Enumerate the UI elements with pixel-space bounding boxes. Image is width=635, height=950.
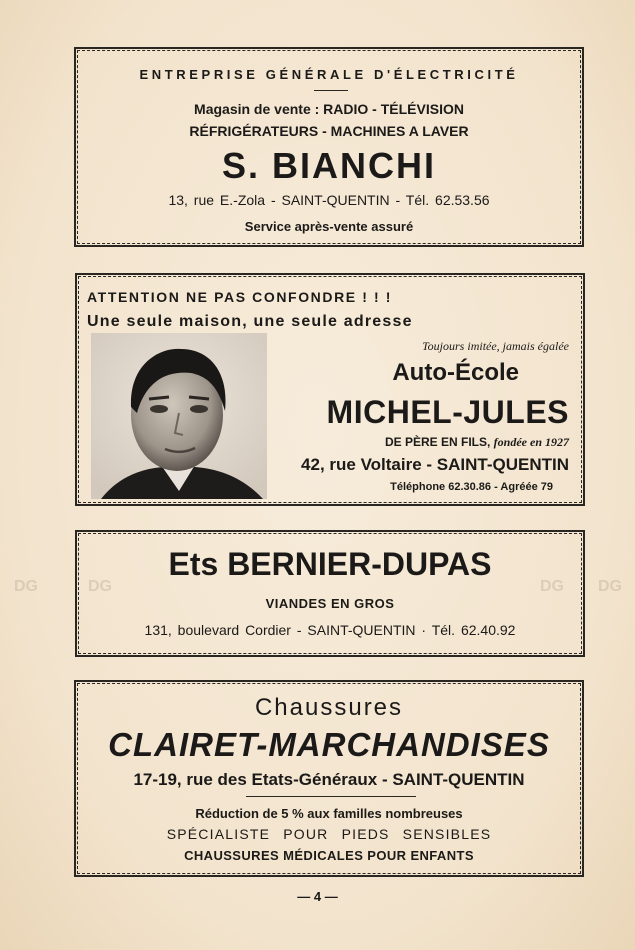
business-address: 42, rue Voltaire - SAINT-QUENTIN — [301, 455, 569, 474]
watermark-text: DG — [540, 578, 564, 595]
business-name: Ets BERNIER-DUPAS — [168, 546, 492, 582]
ad-line: RÉFRIGÉRATEURS - MACHINES A LAVER — [189, 123, 469, 139]
ad-michel-jules — [75, 273, 585, 506]
one-house-line: Une seule maison, une seule adresse — [87, 313, 413, 330]
category-label: Chaussures — [254, 694, 404, 721]
watermark-text: DG — [598, 578, 622, 595]
ad-header: ENTREPRISE GÉNÉRALE D'ÉLECTRICITÉ — [139, 67, 519, 82]
watermark-text: DG — [88, 578, 112, 595]
founded-line — [282, 435, 569, 450]
reduction-line: Réduction de 5 % aux familles nombreuses — [195, 806, 463, 821]
medical-line: CHAUSSURES MÉDICALES POUR ENFANTS — [184, 848, 474, 863]
ad-bernier-dupas — [75, 530, 585, 657]
watermark-text: DG — [14, 578, 38, 595]
divider — [246, 796, 416, 797]
divider — [314, 90, 348, 91]
service-note: Service après-vente assuré — [244, 219, 414, 234]
business-address: 131, boulevard Cordier - SAINT-QUENTIN · Tél. 62.40.92 — [144, 622, 516, 638]
ad-line: Magasin de vente : RADIO - TÉLÉVISION — [194, 101, 464, 117]
tagline: Toujours imitée, jamais égalée — [422, 339, 569, 353]
business-address: 13, rue E.-Zola - SAINT-QUENTIN - Tél. 62.53.56 — [168, 192, 490, 208]
business-subtitle: VIANDES EN GROS — [265, 596, 395, 611]
page-number: — 4 — — [297, 889, 338, 904]
school-label: Auto-École — [392, 359, 519, 386]
portrait-photo — [91, 333, 267, 499]
father-son-text: DE PÈRE EN FILS, — [384, 435, 491, 449]
phone-line: Téléphone 62.30.86 - Agréée 79 — [390, 481, 553, 493]
founded-text: fondée en 1927 — [493, 435, 569, 449]
ad-clairet-marchandises — [74, 680, 584, 877]
business-name: CLAIRET-MARCHANDISES — [108, 726, 550, 763]
business-address: 17-19, rue des Etats-Généraux - SAINT-QUENTIN — [133, 770, 525, 789]
business-name: MICHEL-JULES — [326, 394, 569, 430]
specialist-line: SPÉCIALISTE POUR PIEDS SENSIBLES — [166, 826, 492, 842]
business-name: S. BIANCHI — [221, 145, 436, 186]
ad-bianchi — [74, 47, 584, 247]
attention-line: ATTENTION NE PAS CONFONDRE ! ! ! — [87, 289, 393, 305]
